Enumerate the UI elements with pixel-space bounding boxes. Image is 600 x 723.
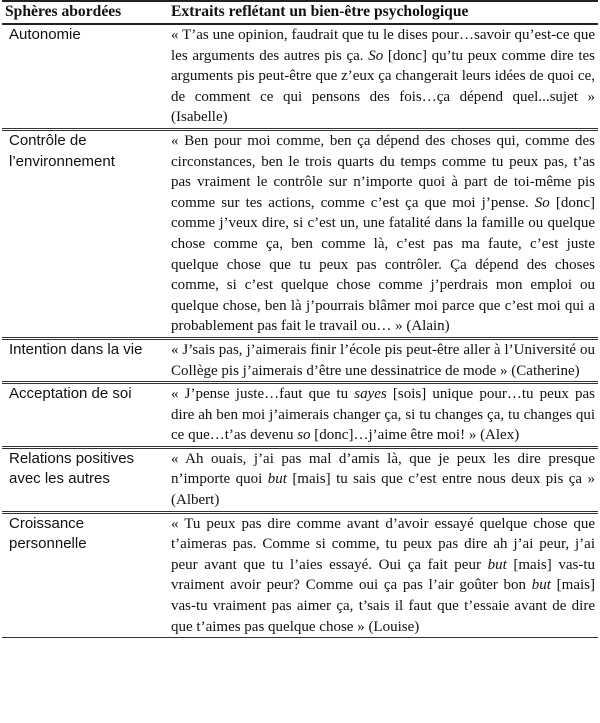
excerpt-cell [164,447,598,512]
header-excerpt: Extraits reflétant un bien-être psychologique [164,1,598,24]
italic-word: So [368,47,384,64]
header-sphere: Sphères abordées [2,1,164,24]
excerpt-text: « Ben pour moi comme, ben ça dépend des choses qui, comme des circonstances, ben le trois quarts du temps comme tu peux pas, t’as pas vraiment le contrôle sur n’importe quoi à part de toi-même pis comme sur tes actions, comme c’est ça que moi j’pense. [171,132,595,211]
sphere-cell: Autonomie [2,24,164,129]
excerpt-cell [164,24,598,129]
table-body [2,24,598,638]
excerpt-text: [sois] unique pour…tu peux pas dire ah ben moi j’aimerais changer ça, si tu changes ça, tu changes qui ce que…t’as devenu [171,386,595,444]
excerpt-text: [donc] qu’tu peux comme dire tes arguments pis peut-être que z’eux ça changerait leurs idées de quoi ce, de comment ce qui pensons des fois…ça dépend quel...sujet » (Isabelle) [171,47,595,126]
italic-word: sayes [354,386,387,403]
table-header [2,1,598,24]
italic-word: So [534,194,550,211]
excerpt-cell [164,512,598,638]
header-row [2,1,598,24]
excerpt-text: « T’as une opinion, faudrait que tu le dises pour…savoir qu’est-ce que les arguments des autres pis ça. [171,27,595,64]
excerpt-cell [164,383,598,448]
excerpt-text: « J’pense juste…faut que tu [171,386,355,403]
sphere-cell: Acceptation de soi [2,383,164,448]
table-row [2,24,598,129]
sphere-cell: Relations positives avec les autres [2,447,164,512]
italic-word: but [267,471,287,488]
excerpt-text: [mais] vas-tu vraiment avoir peur? Comme oui ça pas l’air goûter bon [171,556,595,594]
excerpt-text: [mais] tu sais que c’est entre nous deux pis ça » (Albert) [171,471,595,509]
excerpt-text: [donc]…j’aime être moi! » (Alex) [310,427,520,444]
excerpt-text: [mais] vas-tu vraiment pas aimer ça, t’sais il faut que t’essaie avant de dire que t’aimes pas quelque chose » (Louise) [171,577,595,635]
table-row [2,512,598,638]
excerpt-text: « J’sais pas, j’aimerais finir l’école pis peut-être aller à l’Université ou Collège pis j’aimerais d’être une dessinatrice de mode » (Catherine) [171,341,595,379]
sphere-cell: Croissance personnelle [2,512,164,638]
excerpt-cell [164,338,598,382]
sphere-cell: Intention dans la vie [2,338,164,382]
wellbeing-table [2,0,598,638]
sphere-cell: Contrôle de l’environnement [2,129,164,338]
excerpt-text: [donc] comme j’veux dire, si c’est un, une fatalité dans la famille ou quelque chose comme ça, ben comme là, c’est pas ma faute, c’est juste quelque chose que tu peux pas contrôler. Ça dépend des choses comme, si c’est quelque chose comme j’perdrais mon emploi ou quelque chose, ben là j’pourrais blâmer moi parce que c’est moi qui a probablement pas fait le travail ou… » (Alain) [171,194,595,335]
table-row [2,129,598,338]
table-row [2,383,598,448]
excerpt-text: « Ah ouais, j’ai pas mal d’amis là, que je peux les dire presque n’importe quoi [171,450,595,488]
italic-word: so [297,427,311,444]
table-row [2,447,598,512]
excerpt-text: « Tu peux pas dire comme avant d’avoir essayé quelque chose que t’aimeras pas. Comme si comme, tu peux pas dire ah j’ai peur, j’ai peur avant que tu l’aies essayé. Oui ça fait peur [171,515,595,573]
italic-word: but [487,556,507,573]
italic-word: but [531,577,551,594]
table-row [2,338,598,382]
excerpt-cell [164,129,598,338]
